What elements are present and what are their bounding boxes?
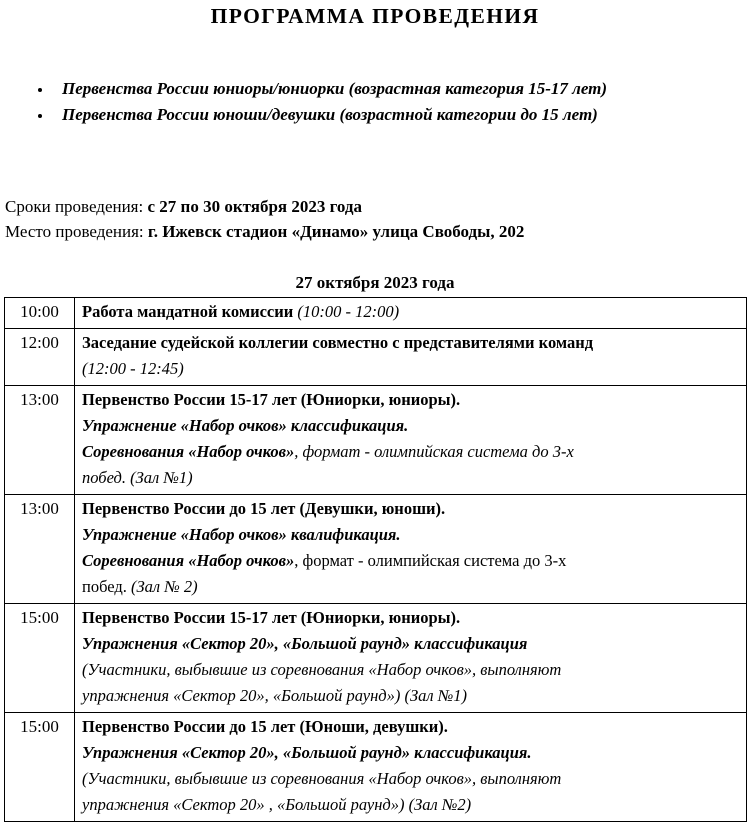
schedule-description-line [82,496,742,522]
schedule-description-line [82,548,742,574]
schedule-description-line [82,413,742,439]
text-run: Работа мандатной комиссии [82,301,298,321]
schedule-description-line [82,766,742,792]
event-venue-value: г. Ижевск стадион «Динамо» улица Свободы, 202 [147,221,525,241]
scan-artifact-line-1 [0,36,750,54]
table-row [5,297,747,328]
schedule-day-heading: 27 октября 2023 года [295,272,455,292]
schedule-description-line [82,683,742,709]
event-meta [0,194,750,244]
schedule-description-cell [75,385,747,494]
text-run: Соревнования «Набор очков» [82,441,295,461]
schedule-description-line [82,465,742,491]
schedule-description-line [82,299,742,325]
text-run: Первенство России 15-17 лет (Юниорки, юниоры). [82,389,461,409]
text-run: упражнения «Сектор 20», «Большой раунд») (Зал №1) [82,685,468,705]
schedule-time-cell [5,603,75,712]
schedule-description-line [82,574,742,600]
event-venue-label: Место проведения: [5,221,144,241]
text-run: Упражнения «Сектор 20», «Большой раунд» классификация. [82,742,532,762]
table-row [5,494,747,603]
schedule-description-line [82,605,742,631]
text-run: Упражнение «Набор очков» квалификация. [82,524,401,544]
schedule-description-line [82,387,742,413]
schedule-time-value: 10:00 [20,301,59,321]
schedule-time-value: 12:00 [20,332,59,352]
schedule-description-line [82,714,742,740]
text-run: побед. (Зал №1) [82,467,193,487]
schedule-time-value: 13:00 [20,389,59,409]
scan-artifact-line-2 [0,56,750,76]
schedule-description-text [75,329,746,385]
scan-artifact-line-3 [0,132,750,150]
schedule-description-cell [75,712,747,821]
event-dates-label: Сроки проведения: [5,196,144,216]
text-run: упражнения «Сектор 20» , «Большой раунд») (Зал №2) [82,794,472,814]
competition-bullet-list [0,76,750,128]
text-run: побед. [82,576,132,596]
text-run: Упражнения «Сектор 20», «Большой раунд» классификация [82,633,528,653]
schedule-description-line [82,522,742,548]
schedule-description-text [75,713,746,821]
schedule-time-cell [5,297,75,328]
schedule-description-cell [75,494,747,603]
schedule-time-value: 15:00 [20,716,59,736]
schedule-description-cell [75,603,747,712]
schedule-description-line [82,657,742,683]
text-run: Заседание судейской коллегии совместно с представителями команд [82,332,594,352]
schedule-time-cell [5,494,75,603]
schedule-table-body [5,297,747,821]
event-venue-line [5,219,750,244]
schedule-description-line [82,330,742,356]
text-run: Первенство России до 15 лет (Девушки, юноши). [82,498,446,518]
text-run: Первенство России до 15 лет (Юноши, девушки). [82,716,448,736]
schedule-time-cell [5,712,75,821]
text-run: (10:00 - 12:00) [297,301,400,321]
schedule-description-cell [75,297,747,328]
schedule-time-cell [5,385,75,494]
event-dates-line [5,194,750,219]
schedule-description-line [82,356,742,382]
text-run: (Участники, выбывшие из соревнования «Набор очков», выполняют [82,768,562,788]
page-title: ПРОГРАММА ПРОВЕДЕНИЯ [210,4,540,28]
table-row [5,328,747,385]
text-run: Соревнования «Набор очков» [82,550,295,570]
schedule-description-text [75,298,746,328]
list-item: Первенства России юноши/девушки (возрастной категории до 15 лет) [0,102,750,128]
text-run: Первенство России 15-17 лет (Юниорки, юниоры). [82,607,461,627]
event-dates-value: с 27 по 30 октября 2023 года [147,196,363,216]
schedule-time-value: 15:00 [20,607,59,627]
schedule-description-line [82,439,742,465]
text-run: (12:00 - 12:45) [82,358,184,378]
text-run: (Зал № 2) [131,576,198,596]
schedule-table [4,297,747,822]
schedule-description-line [82,740,742,766]
schedule-description-cell [75,328,747,385]
table-row [5,712,747,821]
table-row [5,385,747,494]
text-run: Упражнение «Набор очков» классификация. [82,415,409,435]
schedule-description-text [75,386,746,494]
text-run: , формат - олимпийская система до 3-х [294,441,574,461]
text-run: , формат - олимпийская система до 3-х [294,550,567,570]
table-row [5,603,747,712]
schedule-description-text [75,604,746,712]
schedule-time-value: 13:00 [20,498,59,518]
schedule-time-cell [5,328,75,385]
schedule-description-text [75,495,746,603]
list-item: Первенства России юниоры/юниорки (возрастная категория 15-17 лет) [0,76,750,102]
schedule-description-line [82,631,742,657]
text-run: (Участники, выбывшие из соревнования «Набор очков», выполняют [82,659,562,679]
schedule-description-line [82,792,742,818]
